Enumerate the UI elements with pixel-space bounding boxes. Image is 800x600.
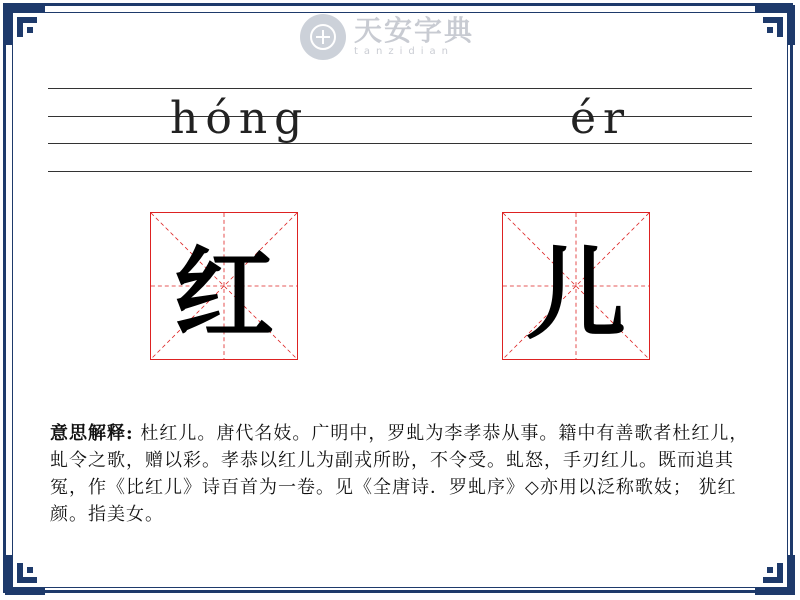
corner-ornament-icon [3, 553, 47, 597]
hanzi-char1: 红 [174, 236, 274, 353]
corner-ornament-icon [3, 3, 47, 47]
explanation-paragraph [50, 420, 750, 528]
character-grid-2 [502, 212, 650, 360]
pinyin-char2: ér [570, 93, 632, 144]
character-grid-1 [150, 212, 298, 360]
pinyin-char1: hóng [170, 93, 310, 144]
hanzi-char2: 儿 [526, 236, 626, 353]
pinyin-ruled-lines [48, 88, 752, 172]
explanation-text: 杜红儿。唐代名妓。广明中，罗虬为李孝恭从事。籍中有善歌者杜红儿，虬令之歌，赠以彩。孝恭以红儿为副戎所盼，不令受。虬怒，手刃红儿。既而追其冤，作《比红儿》诗百首为一卷。见《全唐诗．罗虬序》◇亦用以泛称歌妓； 犹红颜。指美女。 [50, 423, 749, 525]
explanation-label: 意思解释: [50, 423, 134, 444]
logo-seal-icon [300, 14, 346, 60]
corner-ornament-icon [753, 3, 797, 47]
logo-name-en: tanzidian [354, 46, 455, 57]
site-logo[interactable] [300, 14, 474, 60]
logo-name-cn: 天安字典 [354, 14, 475, 47]
corner-ornament-icon [753, 553, 797, 597]
